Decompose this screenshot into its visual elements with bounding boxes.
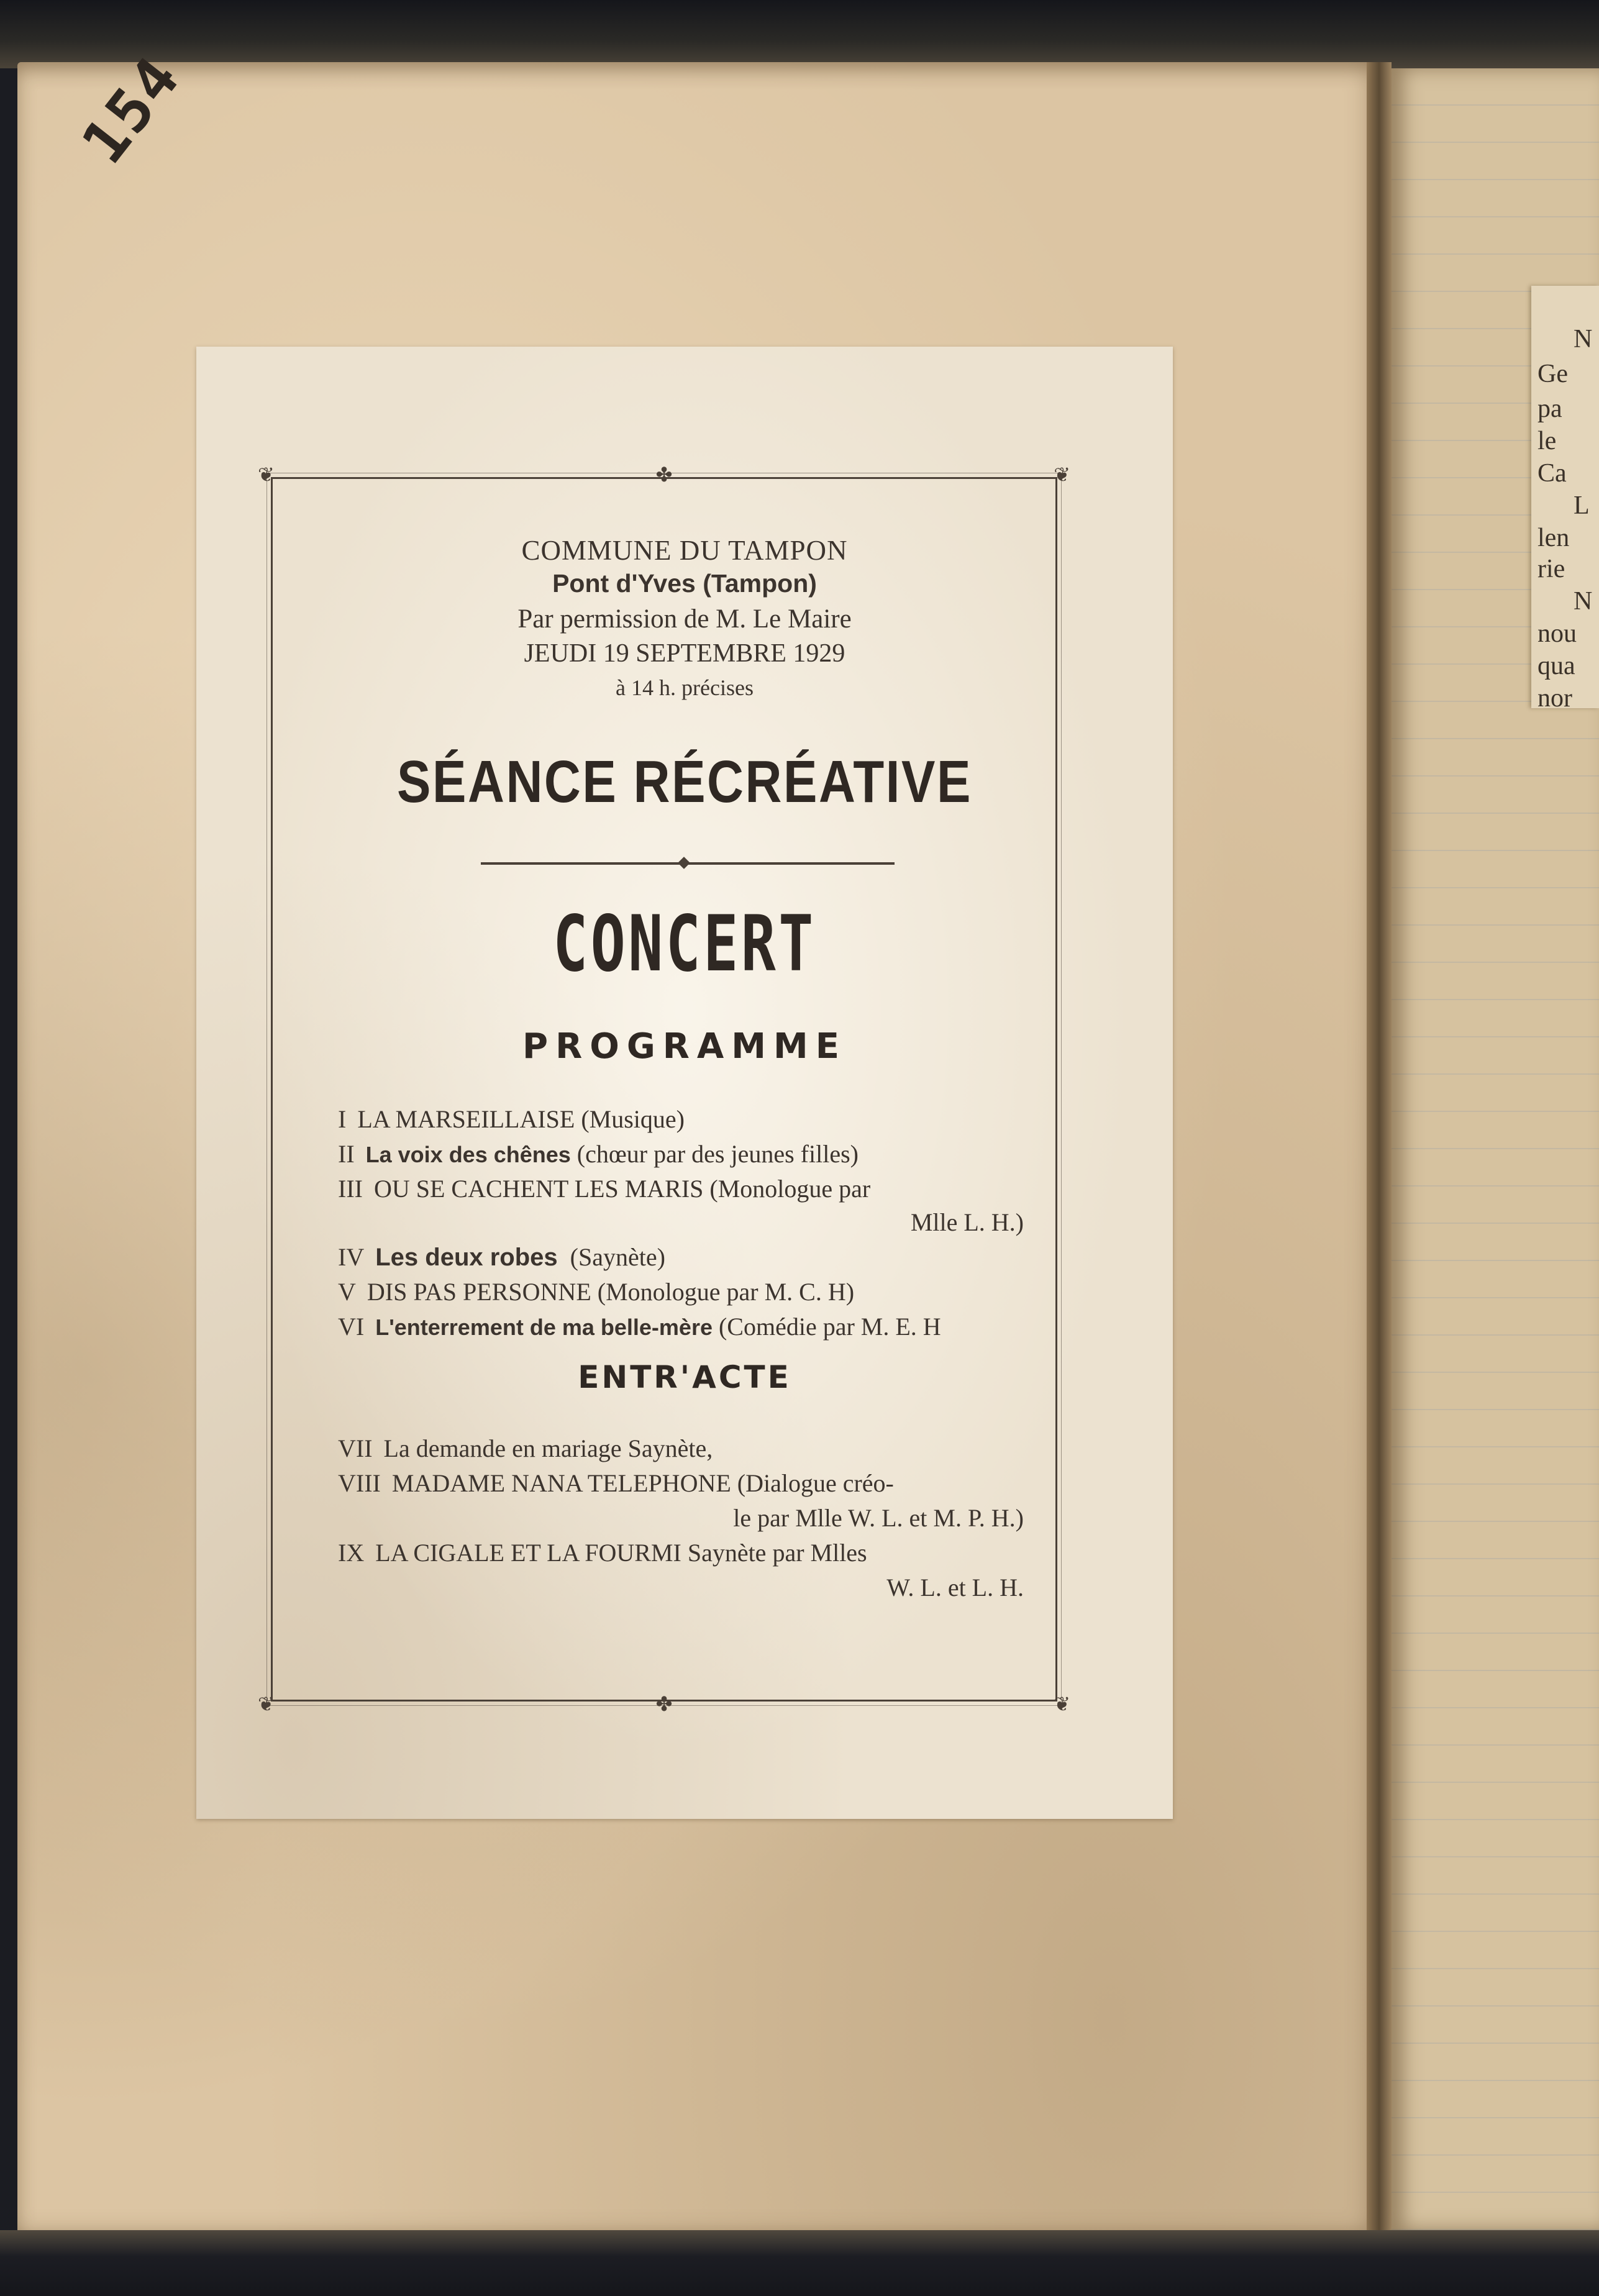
programme-item <box>338 1469 894 1498</box>
time-line: à 14 h. précises <box>616 675 754 700</box>
item-text: (Comédie par M. E. H <box>718 1313 941 1341</box>
programme-item <box>338 1277 854 1306</box>
border-ornament: ✤ <box>655 463 673 486</box>
item-text: MADAME NANA TELEPHONE (Dialogue créo- <box>391 1469 894 1497</box>
clipping-line: Ca <box>1538 459 1567 488</box>
item-text: LA CIGALE ET LA FOURMI Saynète par Mlles <box>375 1539 867 1567</box>
book-gutter <box>1367 62 1392 2236</box>
item-text: OU SE CACHENT LES MARIS (Monologue par <box>373 1175 871 1203</box>
programme-item <box>338 1139 859 1168</box>
item-number: VII <box>338 1434 373 1462</box>
item-number: VI <box>338 1313 365 1341</box>
corner-ornament: ❦ <box>258 463 275 486</box>
item-title: L'enterrement de ma belle-mère <box>375 1314 713 1340</box>
item-number: IX <box>338 1539 365 1567</box>
clipping-line: le <box>1538 427 1557 455</box>
programme-item <box>338 1105 685 1134</box>
page-number: 154 <box>68 42 194 176</box>
border-ornament: ✤ <box>655 1693 673 1715</box>
clipping-line: nor <box>1538 684 1572 708</box>
programme-item <box>338 1174 870 1203</box>
programme-item <box>338 1312 941 1341</box>
corner-ornament: ❦ <box>258 1693 275 1715</box>
item-number: IV <box>338 1243 365 1271</box>
permission-line: Par permission de M. Le Maire <box>517 604 852 634</box>
corner-ornament: ❦ <box>1054 463 1070 486</box>
clipping-line: Ge <box>1538 360 1568 388</box>
clipping-line: qua <box>1538 652 1575 680</box>
item-text: La demande en mariage Saynète, <box>383 1434 713 1462</box>
item-text: (chœur par des jeunes filles) <box>576 1140 859 1168</box>
title-divider <box>481 862 895 865</box>
entracte-heading: ENTR'ACTE <box>578 1359 791 1395</box>
seance-title: SÉANCE RÉCRÉATIVE <box>397 749 972 815</box>
item-title: Les deux robes <box>375 1244 558 1271</box>
concert-title: CONCERT <box>553 900 816 989</box>
venue-line: Pont d'Yves (Tampon) <box>552 569 817 598</box>
item-text: (Saynète) <box>570 1243 665 1271</box>
clipping-line: pa <box>1538 394 1562 423</box>
item-continuation: Mlle L. H.) <box>910 1208 1024 1236</box>
item-text: DIS PAS PERSONNE (Monologue par M. C. H) <box>367 1278 855 1306</box>
programme-item <box>338 1434 713 1463</box>
item-number: I <box>338 1105 347 1133</box>
binding-top <box>0 0 1599 68</box>
item-number: VIII <box>338 1469 381 1497</box>
item-number: V <box>338 1278 356 1306</box>
newspaper-clipping <box>1531 286 1599 708</box>
clipping-line: N <box>1574 325 1593 353</box>
programme-item <box>338 1242 665 1272</box>
date-line: JEUDI 19 SEPTEMBRE 1929 <box>524 639 845 668</box>
item-title: La voix des chênes <box>365 1142 571 1167</box>
clipping-line: L <box>1574 491 1590 520</box>
commune-heading: COMMUNE DU TAMPON <box>521 535 848 566</box>
item-text: LA MARSEILLAISE (Musique) <box>357 1105 685 1133</box>
item-number: III <box>338 1175 363 1203</box>
item-continuation: le par Mlle W. L. et M. P. H.) <box>733 1504 1024 1532</box>
item-continuation: W. L. et L. H. <box>886 1574 1024 1601</box>
programme-item <box>338 1538 867 1567</box>
clipping-line: rie <box>1538 555 1565 583</box>
programme-heading: PROGRAMME <box>522 1026 847 1067</box>
clipping-line: nou <box>1538 619 1577 648</box>
item-number: II <box>338 1140 355 1168</box>
corner-ornament: ❦ <box>1054 1693 1070 1715</box>
clipping-line: len <box>1538 524 1570 552</box>
concert-programme-sheet <box>196 347 1173 1819</box>
binding-bottom <box>0 2230 1599 2296</box>
clipping-line: N <box>1574 587 1593 616</box>
